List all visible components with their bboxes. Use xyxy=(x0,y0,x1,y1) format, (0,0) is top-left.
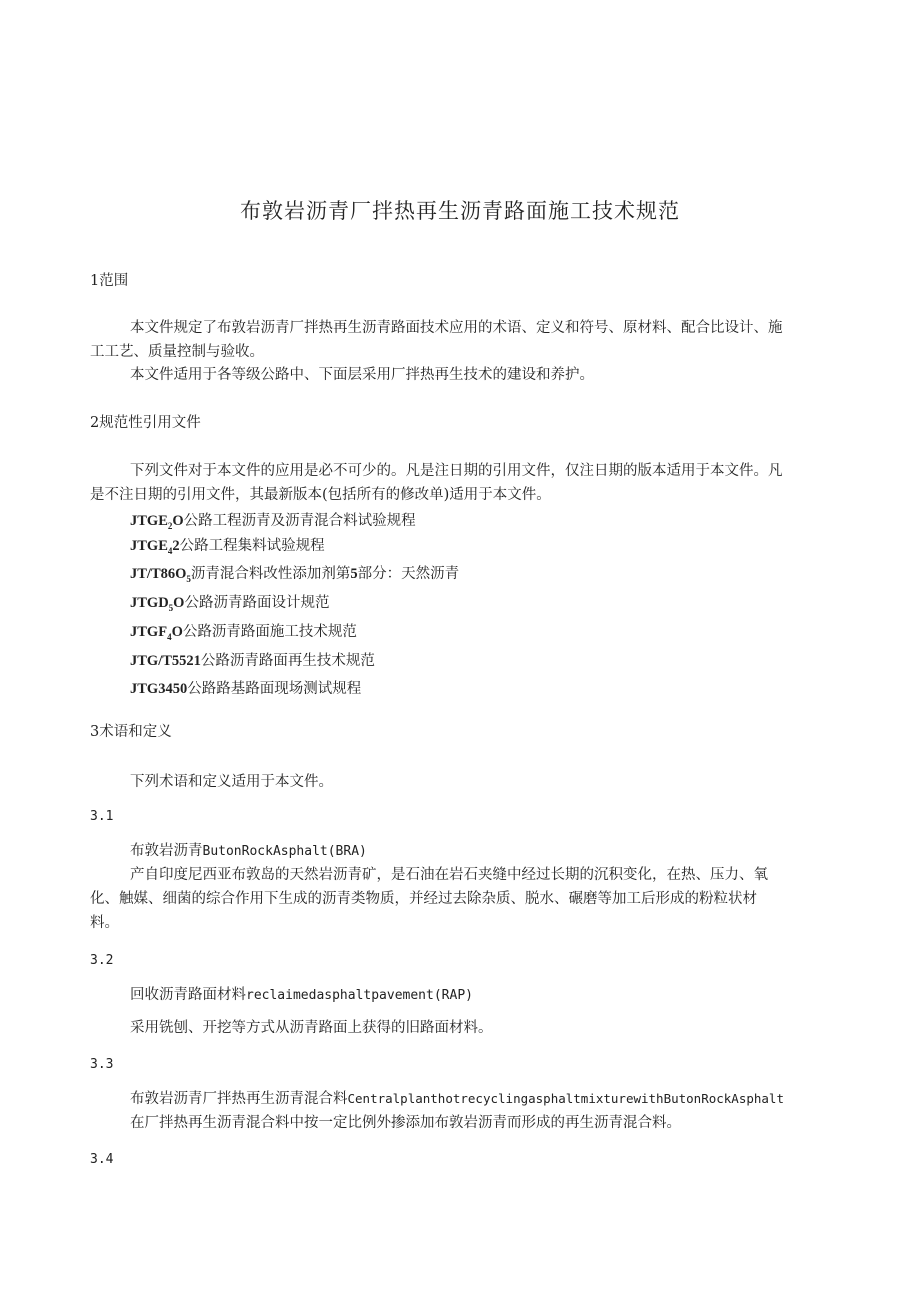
term-title xyxy=(130,1090,784,1108)
reference-name: 公路沥青路面施工技术规范 xyxy=(182,624,357,640)
reference-name: 沥青混合料改性添加剂第 xyxy=(190,566,351,582)
reference-name: 公路工程集料试验规程 xyxy=(179,538,325,554)
term-number: 3.1 xyxy=(90,809,114,824)
reference-code: $JTGE_2O$ xyxy=(130,513,184,531)
section-1-heading: 1范围 xyxy=(90,273,129,289)
reference-code: $JTGF_4O$ xyxy=(130,624,183,642)
term-number: 3.3 xyxy=(90,1057,114,1072)
term-title-en: ButonRockAsphalt(BRA) xyxy=(202,844,367,859)
reference-name: 公路工程沥青及沥青混合料试验规程 xyxy=(183,513,416,529)
reference-code: $JT/T86O_5$ xyxy=(130,566,191,584)
reference-part-number: 5 xyxy=(350,566,358,582)
term-title-cn: 回收沥青路面材料 xyxy=(130,987,246,1003)
reference-name: 公路沥青路面设计规范 xyxy=(184,595,330,611)
term-definition-line-2: 化、触媒、细菌的综合作用下生成的沥青类物质，并经过去除杂质、脱水、碾磨等加工后形成的粉粒状材 xyxy=(90,891,757,907)
term-definition-line-3: 料。 xyxy=(90,915,119,931)
s1-paragraph-1-line-2: 工工艺、质量控制与验收。 xyxy=(90,344,264,360)
term-title xyxy=(130,986,473,1005)
section-2-heading: 2规范性引用文件 xyxy=(90,415,201,431)
term-number: 3.4 xyxy=(90,1152,114,1167)
term-title-en: CentralplanthotrecyclingasphaltmixturewithButonRockAsphalt xyxy=(347,1091,784,1106)
term-title-en: reclaimedasphaltpavement(RAP) xyxy=(246,988,473,1003)
reference-code: JTG3450 xyxy=(130,681,188,697)
reference-item xyxy=(130,512,416,535)
s3-intro: 下列术语和定义适用于本文件。 xyxy=(130,774,333,790)
s2-paragraph-line-1: 下列文件对于本文件的应用是必不可少的。凡是注日期的引用文件，仅注日期的版本适用于本文件。凡 xyxy=(130,463,783,479)
reference-item xyxy=(130,594,329,617)
term-title-cn: 布敦岩沥青厂拌热再生沥青混合料 xyxy=(130,1091,348,1107)
s1-paragraph-2: 本文件适用于各等级公路中、下面层采用厂拌热再生技术的建设和养护。 xyxy=(130,367,594,383)
reference-name: 公路沥青路面再生技术规范 xyxy=(200,653,375,669)
term-title-cn: 布敦岩沥青 xyxy=(130,843,203,859)
reference-code: JTG/T5521 xyxy=(130,653,201,669)
reference-code: $JTGE_42$ xyxy=(130,538,180,556)
reference-item xyxy=(130,623,357,646)
term-title xyxy=(130,842,367,861)
term-definition-line-1: 产自印度尼西亚布敦岛的天然岩沥青矿，是石油在岩石夹缝中经过长期的沉积变化，在热、压力、氧 xyxy=(130,867,768,883)
term-number: 3.2 xyxy=(90,953,114,968)
reference-item xyxy=(130,537,325,560)
document-title: 布敦岩沥青厂拌热再生沥青路面施工技术规范 xyxy=(240,199,680,223)
section-3-heading: 3术语和定义 xyxy=(90,724,172,740)
reference-item xyxy=(130,652,375,670)
s2-paragraph-line-2: 是不注日期的引用文件，其最新版本(包括所有的修改单)适用于本文件。 xyxy=(90,487,551,503)
reference-code: $JTGD_5O$ xyxy=(130,595,185,613)
reference-part-name: 部分：天然沥青 xyxy=(357,566,460,582)
reference-item xyxy=(130,680,361,698)
term-definition: 在厂拌热再生沥青混合料中按一定比例外掺添加布敦岩沥青而形成的再生沥青混合料。 xyxy=(130,1115,681,1131)
reference-name: 公路路基路面现场测试规程 xyxy=(187,681,362,697)
s1-paragraph-1-line-1: 本文件规定了布敦岩沥青厂拌热再生沥青路面技术应用的术语、定义和符号、原材料、配合比设计、施 xyxy=(130,320,783,336)
term-definition: 采用铣刨、开挖等方式从沥青路面上获得的旧路面材料。 xyxy=(130,1020,493,1036)
reference-item xyxy=(130,565,459,588)
